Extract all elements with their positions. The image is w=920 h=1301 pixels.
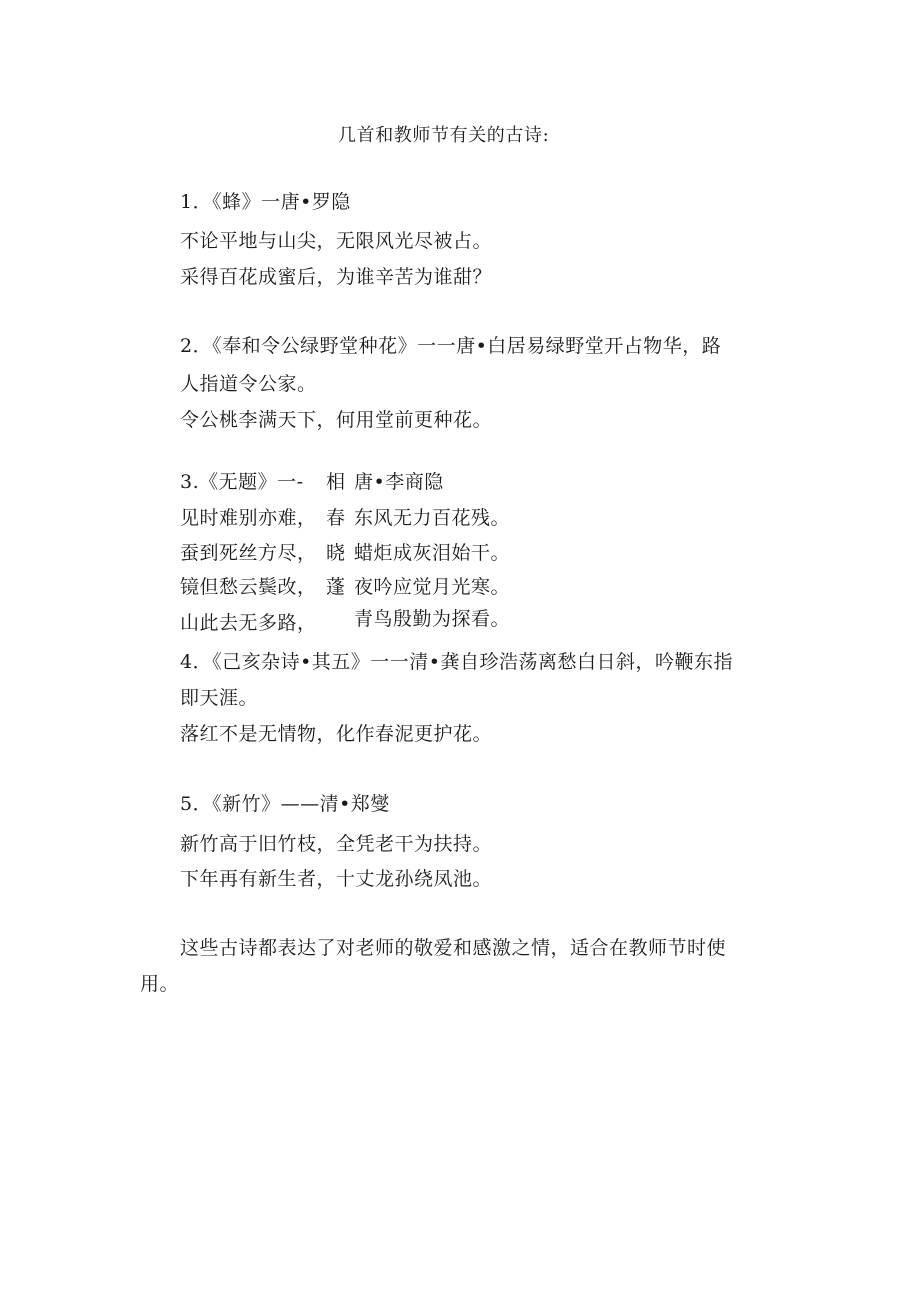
poem-3-mid-3: 蓬: [326, 576, 346, 598]
poem-3-left-0: 3.《无题》一-: [180, 471, 304, 493]
poem-4-heading-continued: 即天涯。: [180, 687, 259, 709]
poem-5-line-1: 新竹高于旧竹枝，全凭老干为扶持。: [180, 833, 493, 855]
poem-2-line-1: 令公桃李满天下，何用堂前更种花。: [180, 409, 493, 431]
poem-1-line-2: 采得百花成蜜后，为谁辛苦为谁甜？: [180, 266, 493, 288]
poem-3-left-3: 镜但愁云鬓改，: [180, 576, 317, 598]
poem-5-heading: 5．《新竹》——清•郑燮: [180, 793, 390, 815]
poem-3-mid-2: 晓: [326, 542, 346, 564]
poem-1-line-1: 不论平地与山尖，无限风光尽被占。: [180, 230, 493, 252]
poem-3-right-4: 青鸟殷勤为探看。: [354, 608, 511, 630]
poem-3-left-2: 蚕到死丝方尽，: [180, 542, 317, 564]
conclusion-line-2: 用。: [140, 973, 180, 995]
poem-3-mid-1: 春: [326, 507, 346, 529]
poem-1-heading: 1．《蜂》一唐•罗隐: [180, 191, 351, 213]
poem-3-left-4: 山此去无多路，: [180, 612, 317, 634]
poem-3-right-1: 东风无力百花残。: [354, 507, 511, 529]
poem-4-line-1: 落红不是无情物，化作春泥更护花。: [180, 723, 493, 745]
poem-3-right-0: 唐•李商隐: [354, 471, 444, 493]
poem-4-heading: 4．《己亥杂诗•其五》一一清•龚自珍浩荡离愁白日斜，吟鞭东指: [180, 651, 734, 673]
poem-3-right-2: 蜡炬成灰泪始干。: [354, 542, 511, 564]
poem-3-left-1: 见时难别亦难，: [180, 507, 317, 529]
document-title: 几首和教师节有关的古诗:: [338, 125, 550, 146]
poem-2-heading: 2．《奉和令公绿野堂种花》一一唐•白居易绿野堂开占物华，路: [180, 335, 722, 357]
conclusion-line-1: 这些古诗都表达了对老师的敬爱和感激之情，适合在教师节时使: [180, 937, 727, 959]
poem-3-right-3: 夜吟应觉月光寒。: [354, 576, 511, 598]
poem-3-mid-0: 相: [326, 471, 346, 493]
poem-5-line-2: 下年再有新生者，十丈龙孙绕凤池。: [180, 868, 493, 890]
poem-2-heading-continued: 人指道令公家。: [180, 373, 317, 395]
